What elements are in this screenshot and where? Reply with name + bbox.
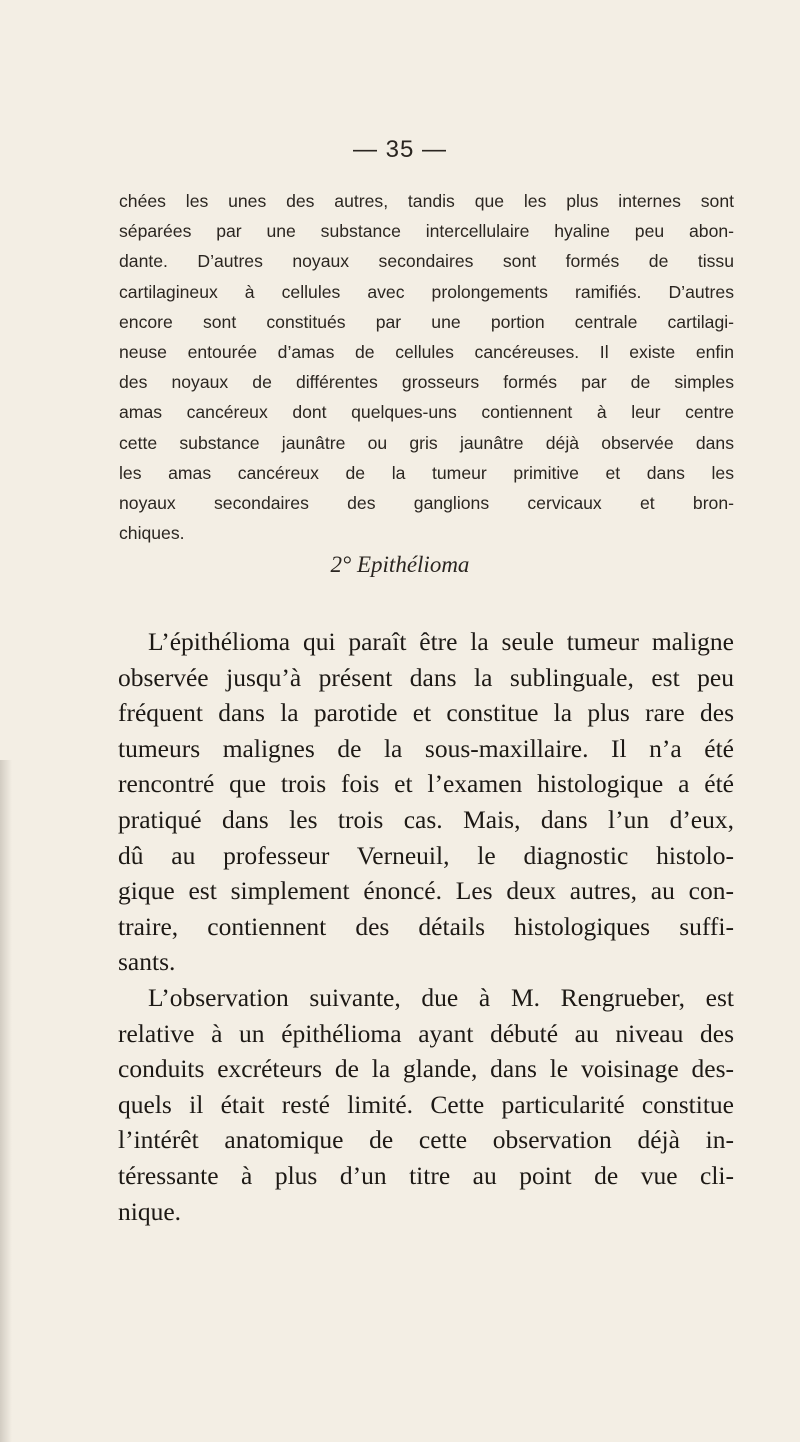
text-line: noyaux secondaires des ganglions cervicaux et bron-	[119, 492, 734, 513]
text-line: chiques.	[119, 523, 185, 544]
text-line: cette substance jaunâtre ou gris jaunâtre déjà observée dans	[119, 432, 734, 453]
section-heading: 2° Epithélioma	[330, 552, 470, 577]
text-line: observée jusqu’à présent dans la sublinguale, est peu	[118, 662, 734, 692]
text-line: L’observation suivante, due à M. Rengrueber, est	[148, 982, 734, 1012]
text-line: nique.	[118, 1196, 182, 1226]
text-line: téressante à plus d’un titre au point de vue cli-	[118, 1160, 734, 1190]
text-line: l’intérêt anatomique de cette observation déjà in-	[118, 1125, 734, 1155]
text-line: rencontré que trois fois et l’examen histologique a été	[118, 769, 734, 799]
text-line: neuse entourée d’amas de cellules cancéreuses. Il existe enfin	[119, 341, 734, 362]
text-line: quels il était resté limité. Cette particularité constitue	[118, 1089, 734, 1119]
text-line: dû au professeur Verneuil, le diagnostic histolo-	[118, 840, 734, 870]
text-line: conduits excréteurs de la glande, dans le voisinage des-	[118, 1054, 734, 1084]
text-line: tumeurs malignes de la sous-maxillaire. Il n’a été	[118, 733, 734, 763]
text-line: les amas cancéreux de la tumeur primitive et dans les	[119, 462, 734, 483]
paragraph-continued	[119, 186, 734, 548]
text-line: traire, contiennent des détails histologiques suffi-	[118, 911, 734, 941]
text-line: gique est simplement énoncé. Les deux autres, au con-	[118, 876, 734, 906]
text-line: chées les unes des autres, tandis que les plus internes sont	[119, 191, 734, 211]
text-line: dante. D’autres noyaux secondaires sont formés de tissu	[119, 251, 734, 272]
text-line: relative à un épithélioma ayant débuté au niveau des	[118, 1018, 734, 1048]
text-line: fréquent dans la parotide et constitue la plus rare des	[118, 698, 734, 728]
text-line: cartilagineux à cellules avec prolongements ramifiés. D’autres	[119, 281, 734, 302]
text-line: L’épithélioma qui paraît être la seule tumeur maligne	[148, 627, 734, 656]
text-line: des noyaux de différentes grosseurs formés par de simples	[119, 372, 734, 393]
text-line: séparées par une substance intercellulaire hyaline peu abon-	[119, 221, 734, 242]
text-line: encore sont constitués par une portion centrale cartilagi-	[119, 311, 734, 332]
text-line: sants.	[118, 947, 176, 977]
text-line: pratiqué dans les trois cas. Mais, dans l’un d’eux,	[118, 804, 734, 834]
text-line: amas cancéreux dont quelques-uns contiennent à leur centre	[119, 402, 734, 423]
page-number: — 35 —	[352, 136, 448, 163]
page-edge-shadow	[0, 760, 12, 1442]
body-text	[118, 624, 734, 1229]
